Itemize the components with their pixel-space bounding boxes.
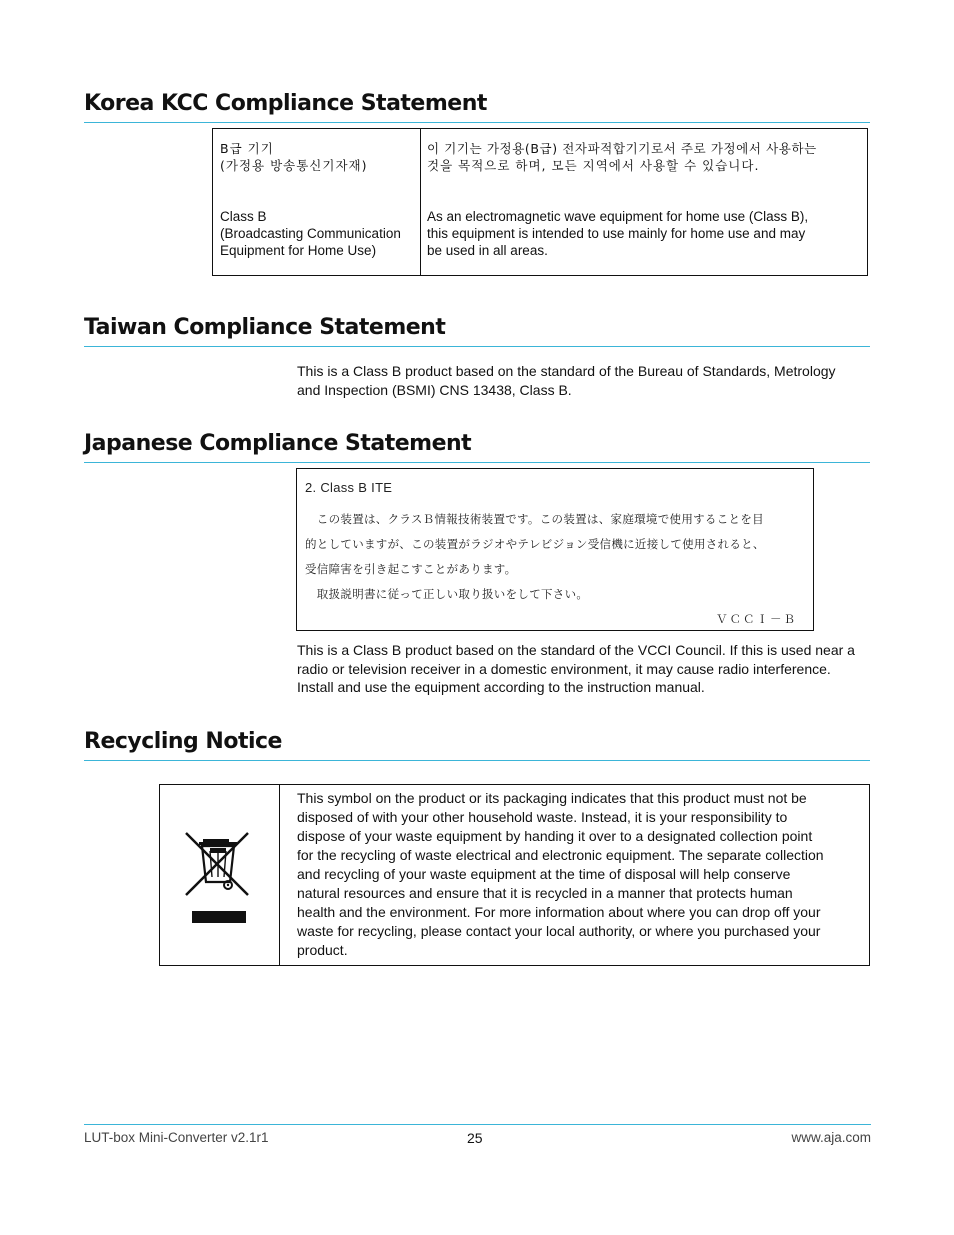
recycling-title-rule bbox=[84, 760, 870, 761]
footer-product-version: LUT-box Mini-Converter v2.1r1 bbox=[84, 1130, 269, 1145]
kcc-left-english-line-3: Equipment for Home Use) bbox=[220, 243, 377, 258]
kcc-left-korean-line-2: (가정용 방송통신기자재) bbox=[220, 158, 368, 173]
recycling-text-line: waste for recycling, please contact your local authority, or where you purchased your bbox=[297, 923, 821, 939]
kcc-left-english-line-2: (Broadcasting Communication bbox=[220, 226, 401, 241]
taiwan-title-rule bbox=[84, 346, 870, 347]
japan-title-rule bbox=[84, 462, 870, 463]
taiwan-text-line-2: and Inspection (BSMI) CNS 13438, Class B. bbox=[297, 382, 572, 398]
footer-website-link[interactable]: www.aja.com bbox=[791, 1130, 871, 1145]
kcc-right-english-line-2: this equipment is intended to use mainly for home use and may bbox=[427, 226, 806, 241]
kcc-right-english-line-3: be used in all areas. bbox=[427, 243, 548, 258]
vcci-box-line-4: 取扱説明書に従って正しい取り扱いをして下さい。 bbox=[305, 587, 589, 601]
vcci-box-line-1: この装置は、クラスＢ情報技術装置です。この装置は、家庭環境で使用することを目 bbox=[305, 512, 764, 526]
recycling-text-line: natural resources and ensure that it is recycled in a manner that protects human bbox=[297, 885, 793, 901]
recycling-text-line: health and the environment. For more information about where you can drop off your bbox=[297, 904, 821, 920]
recycling-notice-table bbox=[159, 784, 870, 966]
recycling-table-divider bbox=[279, 785, 280, 965]
japan-text-line-1: This is a Class B product based on the standard of the VCCI Council. If this is used near a bbox=[297, 642, 855, 658]
recycling-text-line: for the recycling of waste electrical and electronic equipment. The separate collection bbox=[297, 847, 824, 863]
crossed-out-wheelie-bin-icon bbox=[182, 829, 256, 925]
japan-section-title: Japanese Compliance Statement bbox=[84, 431, 472, 456]
vcci-box-heading: 2. Class B ITE bbox=[305, 480, 393, 495]
korea-kcc-table bbox=[212, 128, 868, 276]
vcci-box-line-2: 的としていますが、この装置がラジオやテレビジョン受信機に近接して使用されると、 bbox=[305, 537, 765, 551]
recycling-text-line: product. bbox=[297, 942, 348, 958]
vcci-mark: ＶＣＣＩ－Ｂ bbox=[716, 612, 797, 626]
vcci-statement-box bbox=[296, 468, 814, 631]
kcc-table-divider bbox=[420, 129, 421, 275]
korea-section-title: Korea KCC Compliance Statement bbox=[84, 91, 487, 116]
korea-title-rule bbox=[84, 122, 870, 123]
japan-text-line-2: radio or television receiver in a domestic environment, it may cause radio interference. bbox=[297, 661, 831, 677]
recycling-text-line: This symbol on the product or its packaging indicates that this product must not be bbox=[297, 790, 807, 806]
recycling-section-title: Recycling Notice bbox=[84, 729, 282, 754]
recycling-text-line: disposed of with your other household waste. Instead, it is your responsibility to bbox=[297, 809, 788, 825]
recycling-text-line: dispose of your waste equipment by handing it over to a designated collection point bbox=[297, 828, 813, 844]
kcc-left-korean-line-1: B급 기기 bbox=[220, 141, 274, 156]
taiwan-text-line-1: This is a Class B product based on the standard of the Bureau of Standards, Metrology bbox=[297, 363, 836, 379]
recycling-text-line: and recycling of your waste equipment at the time of disposal will help conserve bbox=[297, 866, 791, 882]
kcc-left-english-line-1: Class B bbox=[220, 209, 267, 224]
recycling-text bbox=[297, 789, 824, 960]
kcc-right-english-line-1: As an electromagnetic wave equipment for home use (Class B), bbox=[427, 209, 809, 224]
vcci-box-line-3: 受信障害を引き起こすことがあります。 bbox=[305, 562, 517, 576]
kcc-right-korean-line-1: 이 기기는 가정용(B급) 전자파적합기기로서 주로 가정에서 사용하는 bbox=[427, 141, 817, 156]
footer-rule bbox=[84, 1124, 871, 1125]
footer-page-number: 25 bbox=[467, 1130, 483, 1146]
kcc-right-korean-line-2: 것을 목적으로 하며, 모든 지역에서 사용할 수 있습니다. bbox=[427, 158, 760, 173]
japan-text-line-3: Install and use the equipment according to the instruction manual. bbox=[297, 679, 705, 695]
taiwan-section-title: Taiwan Compliance Statement bbox=[84, 315, 446, 340]
